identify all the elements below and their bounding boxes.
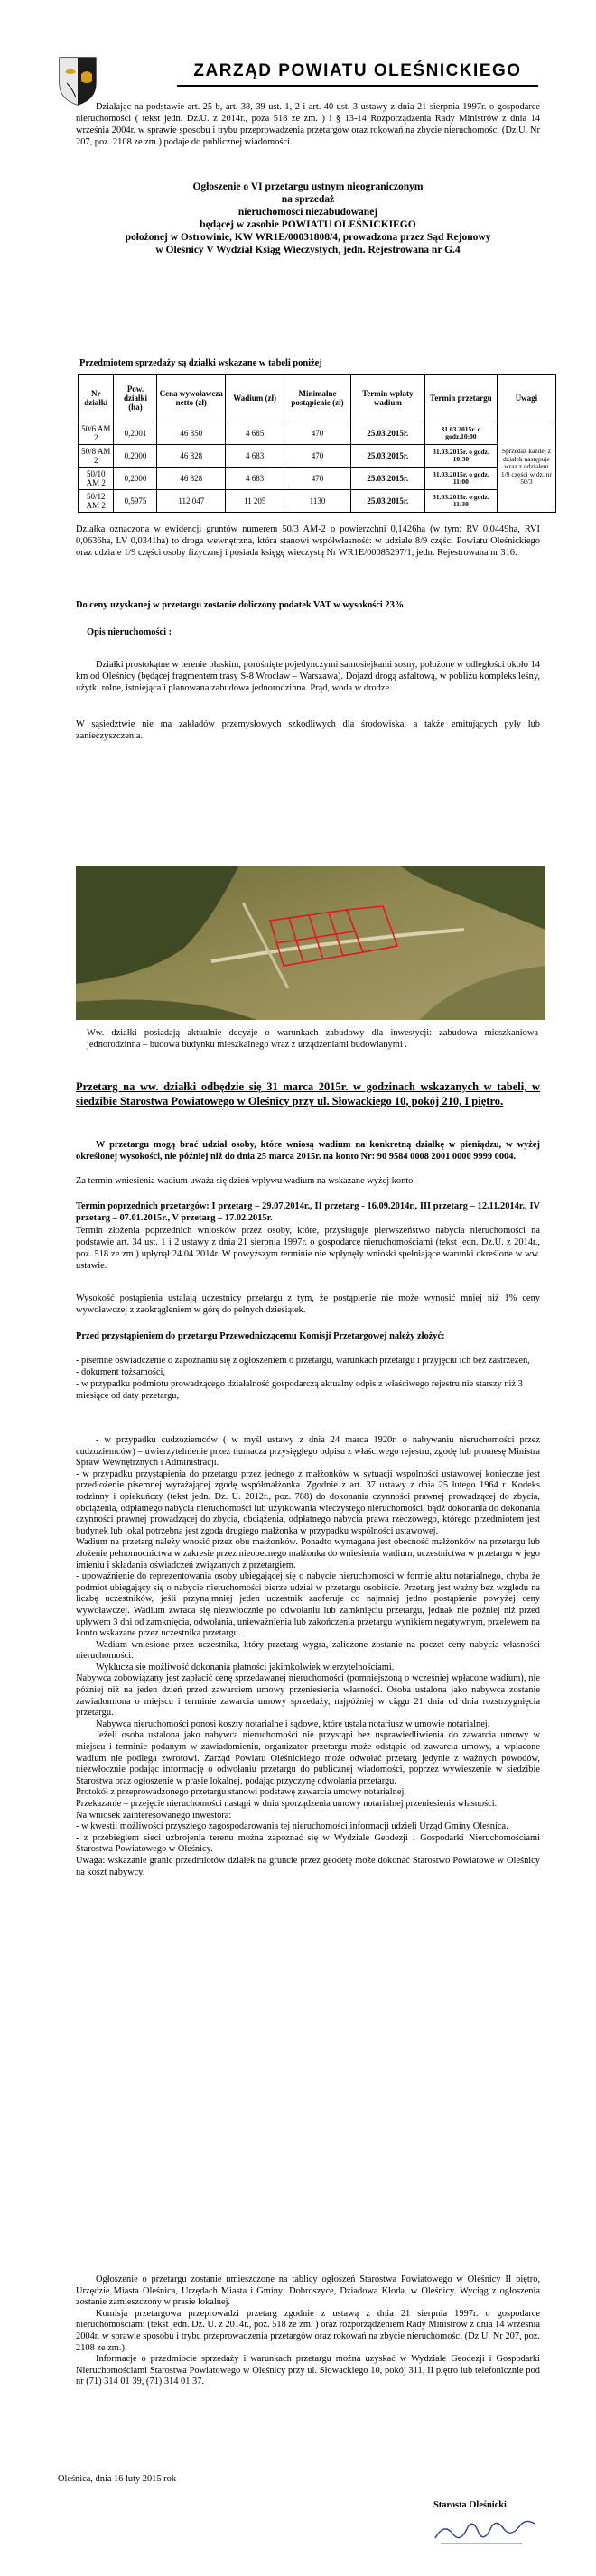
county-coat-of-arms-icon bbox=[58, 56, 98, 107]
cell-remarks: Sprzedaż każdej z działek następuje wraz z udziałem 1/9 części w dz. nr 50/3 bbox=[497, 422, 555, 513]
condition-paragraph: Przekazanie – przejęcie nieruchomości nastąpi w dniu sporządzenia umowy notarialnej przeniesienia własności. bbox=[76, 1799, 498, 1809]
condition-paragraph: - upoważnienie do reprezentowania osoby ubiegającej się o nabycie nieruchomości w formie aktu notarialnego, chyba że podmiot ubiegający się o nabycie nieruchomości bierze udział w przetargu osobiście. Przetarg jest ważny bez względu na liczbę uczestników, jeśli przynajmniej jeden uczestnik zaoferuje co najmniej jedno postąpienie powyżej ceny wywoławczej. Wadium zwraca się niezwłocznie po odwołaniu lub zamknięciu przetargu, jednak nie później niż przed upływem 3 dni od zamknięcia, odwołania, unieważnienia lub zakończenia przetargu wynikiem negatywnym, przelewem na konto wskazane przez uczestnika przetargu. bbox=[76, 1571, 540, 1639]
cell-auction-date: 31.03.2015r. o godz. 10:30 bbox=[424, 445, 497, 468]
condition-paragraph: Jeżeli osoba ustalona jako nabywca nieruchomości nie przystąpi bez usprawiedliwienia do zawarcia umowy w miejscu i terminie podanym w zawiadomieniu, organizator przetargu może odstąpić od zawarcia umowy, a wpłacone wadium nie podlega zwrotowi. Zarząd Powiatu Oleśnickiego może odwołać przetarg jedynie z ważnych powodów, niezwłocznie podając informację o odwołaniu przetargu do publicznej wiadomości, poprzez wywieszenie w siedzibie Starostwa oraz ogłoszenie w prasie lokalnej, podając przyczynę odwołania przetargu. bbox=[76, 1730, 540, 1786]
condition-paragraph: - w przypadku przystąpienia do przetargu przez jednego z małżonków w sytuacji wspólności ustawowej konieczne jest przedłożenie pisemnej wyrażającej zgodę współmałżonka. Zgodnie z art. 37 ustawy z dnia 25 lutego 1964 r. Kodeks rodzinny i opiekuńczy (tekst jedn. Dz. U. 2012r., poz. 788) do dokonania czynności prawnej prowadzącej do zbycia, obciążenia, odpłatnego nabycia nieruchomości lub użytkowania wieczystego nieruchomości, bądź dokonania do dokonania czynności prawnej prowadzącej do zbycia, obciążenia, odpłatnego nabycia prawa rzeczowego, którego przedmiotem jest budynek lub lokal potrzebna jest zgoda drugiego małżonka w przypadku wspólności ustawowej. bbox=[76, 1469, 540, 1536]
cell-area: 0,2000 bbox=[114, 468, 157, 490]
table-caption: Przedmiotem sprzedaży są działki wskazane w tabeli poniżej bbox=[79, 358, 322, 368]
cell-deposit-date: 25.03.2015r. bbox=[350, 422, 424, 445]
raise-paragraph: Wysokość postąpienia ustalają uczestnicy przetargu z tym, że postąpienie nie może wynosić mniej niż 1% ceny wywoławczej z zaokrągleniem w górę do pełnych dziesiątek. bbox=[76, 1293, 540, 1315]
cell-area: 0,2000 bbox=[114, 445, 157, 468]
cell-raise: 470 bbox=[284, 422, 351, 445]
condition-paragraph: Wadium wniesione przez uczestnika, który przetarg wygra, zaliczone zostanie na poczet ceny nabycia własności nieruchomości. bbox=[76, 1639, 540, 1662]
condition-paragraph: - w przypadku cudzoziemców ( w myśl ustawy z dnia 24 marca 1920r. o nabywaniu nieruchomości przez cudzoziemców) – uwierzytelnienie przez tłumacza przysięgłego odpisu z właściwego rejestru, zgodę lub promesę Ministra Spraw Wewnętrznych i Administracji. bbox=[76, 1435, 540, 1469]
requirement-item: - pisemne oświadczenie o zapoznaniu się z ogłoszeniem o przetargu, warunkach przetargu i przyjęciu ich bez zastrzeżeń, bbox=[76, 1356, 530, 1366]
description-paragraph-1: Działki prostokątne w terenie płaskim, porośnięte pojedynczymi samosiejkami sosny, położone w odległości około 14 km od Oleśnicy (będącej fragmentem trasy S-8 Wrocław – Warszawa). Dojazd drogą asfaltową, w pobliżu kompleks leśny, użytki rolne, istniejąca i planowana zabudowa jednorodzinna. Prąd, woda w drodze. bbox=[76, 660, 540, 693]
legal-basis-paragraph: Działając na podstawie art. 25 b, art. 38, 39 ust. 1, 2 i art. 40 ust. 3 ustawy z dnia 21 sierpnia 1997r. o gospodarce nieruchomości ( tekst jedn. Dz.U. z 2014r., poza 518 ze zm. ) i § 13-14 Rozporządzenia Rady Ministrów z dnia 14 września 2004r. w sprawie sposobu i trybu przeprowadzenia przetargów oraz rokowań na zbycie nieruchomości (Dz.U. Nr 207, poz. 2108 ze zm.) podaje do publicznej wiadomości. bbox=[76, 102, 540, 147]
publication-section bbox=[76, 2275, 540, 2388]
table-row bbox=[79, 422, 556, 445]
cell-nr: 50/10 AM 2 bbox=[79, 468, 114, 490]
map-caption: Ww. działki posiadają aktualnie decyzje o warunkach zabudowy dla inwestycji: zabudowa mieszkaniowa jednorodzinna – budowa budynku mieszkalnego wraz z urządzeniami budowlanymi . bbox=[87, 1028, 538, 1050]
table-header-row bbox=[79, 375, 556, 422]
conditions-section bbox=[76, 1435, 540, 1878]
vat-notice: Do ceny uzyskanej w przetargu zostanie doliczony podatek VAT w wysokości 23% bbox=[76, 600, 405, 610]
announcement-line-4: będącej w zasobie POWIATU OLEŚNICKIEGO bbox=[200, 219, 416, 230]
requirement-item: - dokument tożsamości, bbox=[76, 1367, 165, 1377]
description-title: Opis nieruchomości : bbox=[87, 627, 172, 637]
date-line: Oleśnica, dnia 16 luty 2015 rok bbox=[58, 2474, 177, 2484]
previous-auctions-body: Termin złożenia poprzednich wniosków przez osoby, które, przysługuje pierwszeństwo nabycia nieruchomości na podstawie art. 34 ust. 1 i 2 ustawy z dnia 21 sierpnia 1997r. o gospodarce nieruchomościami (tekst jedn. Dz.U. z 2014r., poz. 518 ze zm.) upłynął 24.04.2014r. W powyższym terminie nie wpłynęły wnioski spełniające warunki określone w ww. ustawie. bbox=[76, 1226, 540, 1271]
cell-deposit-date: 25.03.2015r. bbox=[350, 445, 424, 468]
condition-paragraph: Wyklucza się możliwość dokonania płatności jakimkolwiek wierzytelnościami. bbox=[96, 1662, 395, 1673]
cell-price: 46 828 bbox=[157, 468, 226, 490]
cell-deposit: 4 685 bbox=[226, 422, 284, 445]
requirements-title: Przed przystąpieniem do przetargu Przewodniczącemu Komisji Przetargowej należy złożyć: bbox=[76, 1331, 445, 1341]
publication-paragraph: Ogłoszenie o przetargu zostanie umieszczone na tablicy ogłoszeń Starostwa Powiatowego w Oleśnicy II piętro, Urzędzie Miasta Oleśnica, Urzędach Miasta i Gminy: Dobroszyce, Dziadowa Kłoda. w Oleśnicy. Wyciąg z ogłoszenia zostanie zamieszczony w prasie lokalnej. bbox=[76, 2275, 540, 2308]
announcement-line-3: nieruchomości niezabudowanej bbox=[237, 207, 378, 218]
announcement-line-5: położonej w Ostrowinie, KW WR1E/00031808/4, prowadzona przez Sąd Rejonowy bbox=[125, 232, 491, 243]
col-header: Pow. działki (ha) bbox=[114, 375, 157, 422]
cell-deposit: 4 683 bbox=[226, 445, 284, 468]
description-paragraph-2: W sąsiedztwie nie ma zakładów przemysłowych szkodliwych dla środowiska, a także emitujących pyły lub zanieczyszczenia. bbox=[76, 719, 540, 741]
cell-raise: 1130 bbox=[284, 490, 351, 513]
office-title: ZARZĄD POWIATU OLEŚNICKIEGO bbox=[193, 61, 522, 80]
publication-paragraph: Informacje o przedmiocie sprzedaży i warunkach przetargu można uzyskać w Wydziale Geodezji i Gospodarki Nieruchomościami Starostwa Powiatowego w Oleśnicy przy ul. Słowackiego 10, pokój 311, II piętro lub telefonicznie pod nr (71) 314 01 39, (71) 314 01 37. bbox=[76, 2354, 540, 2387]
requirement-item: - w przypadku podmiotu prowadzącego działalność gospodarczą aktualny odpis z właściwego rejestru nie starszy niż 3 miesiące od daty przetargu, bbox=[76, 1379, 523, 1401]
table-row bbox=[79, 468, 556, 490]
condition-paragraph: Protokół z przeprowadzonego przetargu stanowi podstawę zawarcia umowy notarialnej. bbox=[76, 1787, 406, 1798]
cell-raise: 470 bbox=[284, 445, 351, 468]
condition-paragraph: Wadium na przetarg należy wnosić przez obu małżonków. Ponadto wymagana jest obecność małżonków na przetargu lub złożenie pełnomocnictwa w zakresie przez nieobecnego małżonka do wniesienia wadium, uczestnictwa w przetargu w jego imieniu i składania oświadczeń związanych z przetargiem. bbox=[76, 1537, 540, 1571]
signature-title: Starosta Oleśnicki bbox=[433, 2500, 507, 2510]
col-header: Cena wywoławcza netto (zł) bbox=[157, 375, 226, 422]
cell-price: 46 850 bbox=[157, 422, 226, 445]
publication-paragraph: Komisja przetargowa przeprowadzi przetarg zgodnie z ustawą z dnia 21 sierpnia 1997r. o gospodarce nieruchomościami (tekst jedn. Dz. U. z 2014r., poz. 518 ze zm. ) oraz rozporządzeniem Rady Ministrów z dnia 14 września 2004r. w sprawie sposobu i trybu przeprowadzenia przetargów oraz rokowań na zbycie nieruchomości (Dz.U. Nr 207, poz. 2108 ze zm.). bbox=[76, 2308, 540, 2353]
condition-paragraph: Nabywca zobowiązany jest zapłacić cenę sprzedawanej nieruchomości (pomniejszoną o wcześniej wpłacone wadium), nie później niż na jeden dzień przed zawarciem umowy przeniesienia własności. Osoba ustalona jako nabywca zostanie zawiadomiona o miejscu i terminie zawarcia umowy sprzedaży, najpóźniej w ciągu 21 dnia od dnia rozstrzygnięcia przetargu. bbox=[76, 1673, 540, 1719]
cell-raise: 470 bbox=[284, 468, 351, 490]
table-row bbox=[79, 445, 556, 468]
col-header: Termin przetargu bbox=[424, 375, 497, 422]
road-lot-paragraph: Działka oznaczona w ewidencji gruntów numerem 50/3 AM-2 o powierzchni 0,1426ha (w tym: RV 0,0449ha, RVI 0,0636ha, LV 0,0341ha) to droga wewnętrzna, która stanowi współwłasność: w udziale 8/9 części Powiatu Oleśnickiego oraz udziale 1/9 części osoby fizycznej i posiada księgę wieczystą Nr WR1E/00085297/1, jedn. Rejestrowana nr 316. bbox=[76, 524, 540, 558]
announcement-line-1: Ogłoszenie o VI przetargu ustnym nieograniczonym bbox=[192, 181, 424, 192]
condition-paragraph: - w kwestii możliwości przyszłego zagospodarowania tej nieruchomości informacji udzieli Urząd Gminy Oleśnica. bbox=[76, 1821, 508, 1832]
deposit-paragraph: W przetargu mogą brać udział osoby, które wniosą wadium na konkretną działkę w pieniądzu, w wyżej określonej wysokości, nie później niż do dnia 25 marca 2015r. na konto Nr: 90 9584 0008 2001 0000 9999 0004. bbox=[76, 1140, 540, 1162]
cell-auction-date: 31.03.2015r. o godz. 11:30 bbox=[424, 490, 497, 513]
cell-area: 0,5975 bbox=[114, 490, 157, 513]
announcement-line-2: na sprzedaż bbox=[281, 194, 335, 205]
condition-paragraph: Nabywca nieruchomości ponosi koszty notarialne i sądowe, które ustala notariusz w umowie notarialnej. bbox=[96, 1719, 490, 1729]
cell-deposit-date: 25.03.2015r. bbox=[350, 490, 424, 513]
cell-deposit-date: 25.03.2015r. bbox=[350, 468, 424, 490]
condition-paragraph: Uwaga: wskazanie granic przedmiotów działek na gruncie przez geodetę może dokonać Starostwo Powiatowe w Oleśnicy na koszt nabywcy. bbox=[76, 1855, 540, 1877]
col-header: Uwagi bbox=[497, 375, 555, 422]
previous-auctions: Termin poprzednich przetargów: I przetarg – 29.07.2014r., II przetarg - 16.09.2014r., III przetarg – 12.11.2014r., IV przetarg – 07.01.2015r., V przetarg – 17.02.2015r. bbox=[76, 1201, 540, 1223]
auction-place-notice: Przetarg na ww. działki odbędzie się 31 marca 2015r. w godzinach wskazanych w tabeli, w siedzibie Starostwa Powiatowego w Oleśnicy przy ul. Słowackiego 10, pokój 210, I piętro. bbox=[76, 1080, 540, 1107]
announcement-line-6: w Oleśnicy V Wydział Ksiąg Wieczystych, jedn. Rejestrowana nr G.4 bbox=[155, 245, 461, 255]
title-rule bbox=[177, 85, 538, 87]
requirements-list bbox=[76, 1355, 540, 1402]
col-header: Nr działki bbox=[79, 375, 114, 422]
cell-auction-date: 31.03.2015r. o godz.10:00 bbox=[424, 422, 497, 445]
col-header: Termin wpłaty wadium bbox=[350, 375, 424, 422]
lots-table bbox=[78, 374, 556, 513]
condition-paragraph: - z przebiegiem sieci uzbrojenia terenu można zapoznać się w Wydziale Geodezji i Gospodarki Nieruchomościami Starostwa Powiatowego w Oleśnicy. bbox=[76, 1832, 540, 1855]
handwritten-signature bbox=[432, 2516, 540, 2547]
cell-deposit: 4 683 bbox=[226, 468, 284, 490]
condition-paragraph: Na wniosek zainteresowanego inwestora: bbox=[76, 1810, 232, 1821]
cell-area: 0,2001 bbox=[114, 422, 157, 445]
col-header: Wadium (zł) bbox=[226, 375, 284, 422]
cell-auction-date: 31.03.2015r. o godz. 11:00 bbox=[424, 468, 497, 490]
cell-price: 46 828 bbox=[157, 445, 226, 468]
table-row bbox=[79, 490, 556, 513]
cell-nr: 50/6 AM 2 bbox=[79, 422, 114, 445]
cell-deposit: 11 205 bbox=[226, 490, 284, 513]
cell-nr: 50/8 AM 2 bbox=[79, 445, 114, 468]
deposit-date-paragraph: Za termin wniesienia wadium uważa się dzień wpływu wadium na wskazane wyżej konto. bbox=[76, 1176, 415, 1186]
col-header: Minimalne postąpienie (zł) bbox=[284, 375, 351, 422]
cell-price: 112 047 bbox=[157, 490, 226, 513]
cell-nr: 50/12 AM 2 bbox=[79, 490, 114, 513]
announcement-heading bbox=[76, 181, 540, 256]
aerial-map-image bbox=[76, 866, 545, 1020]
